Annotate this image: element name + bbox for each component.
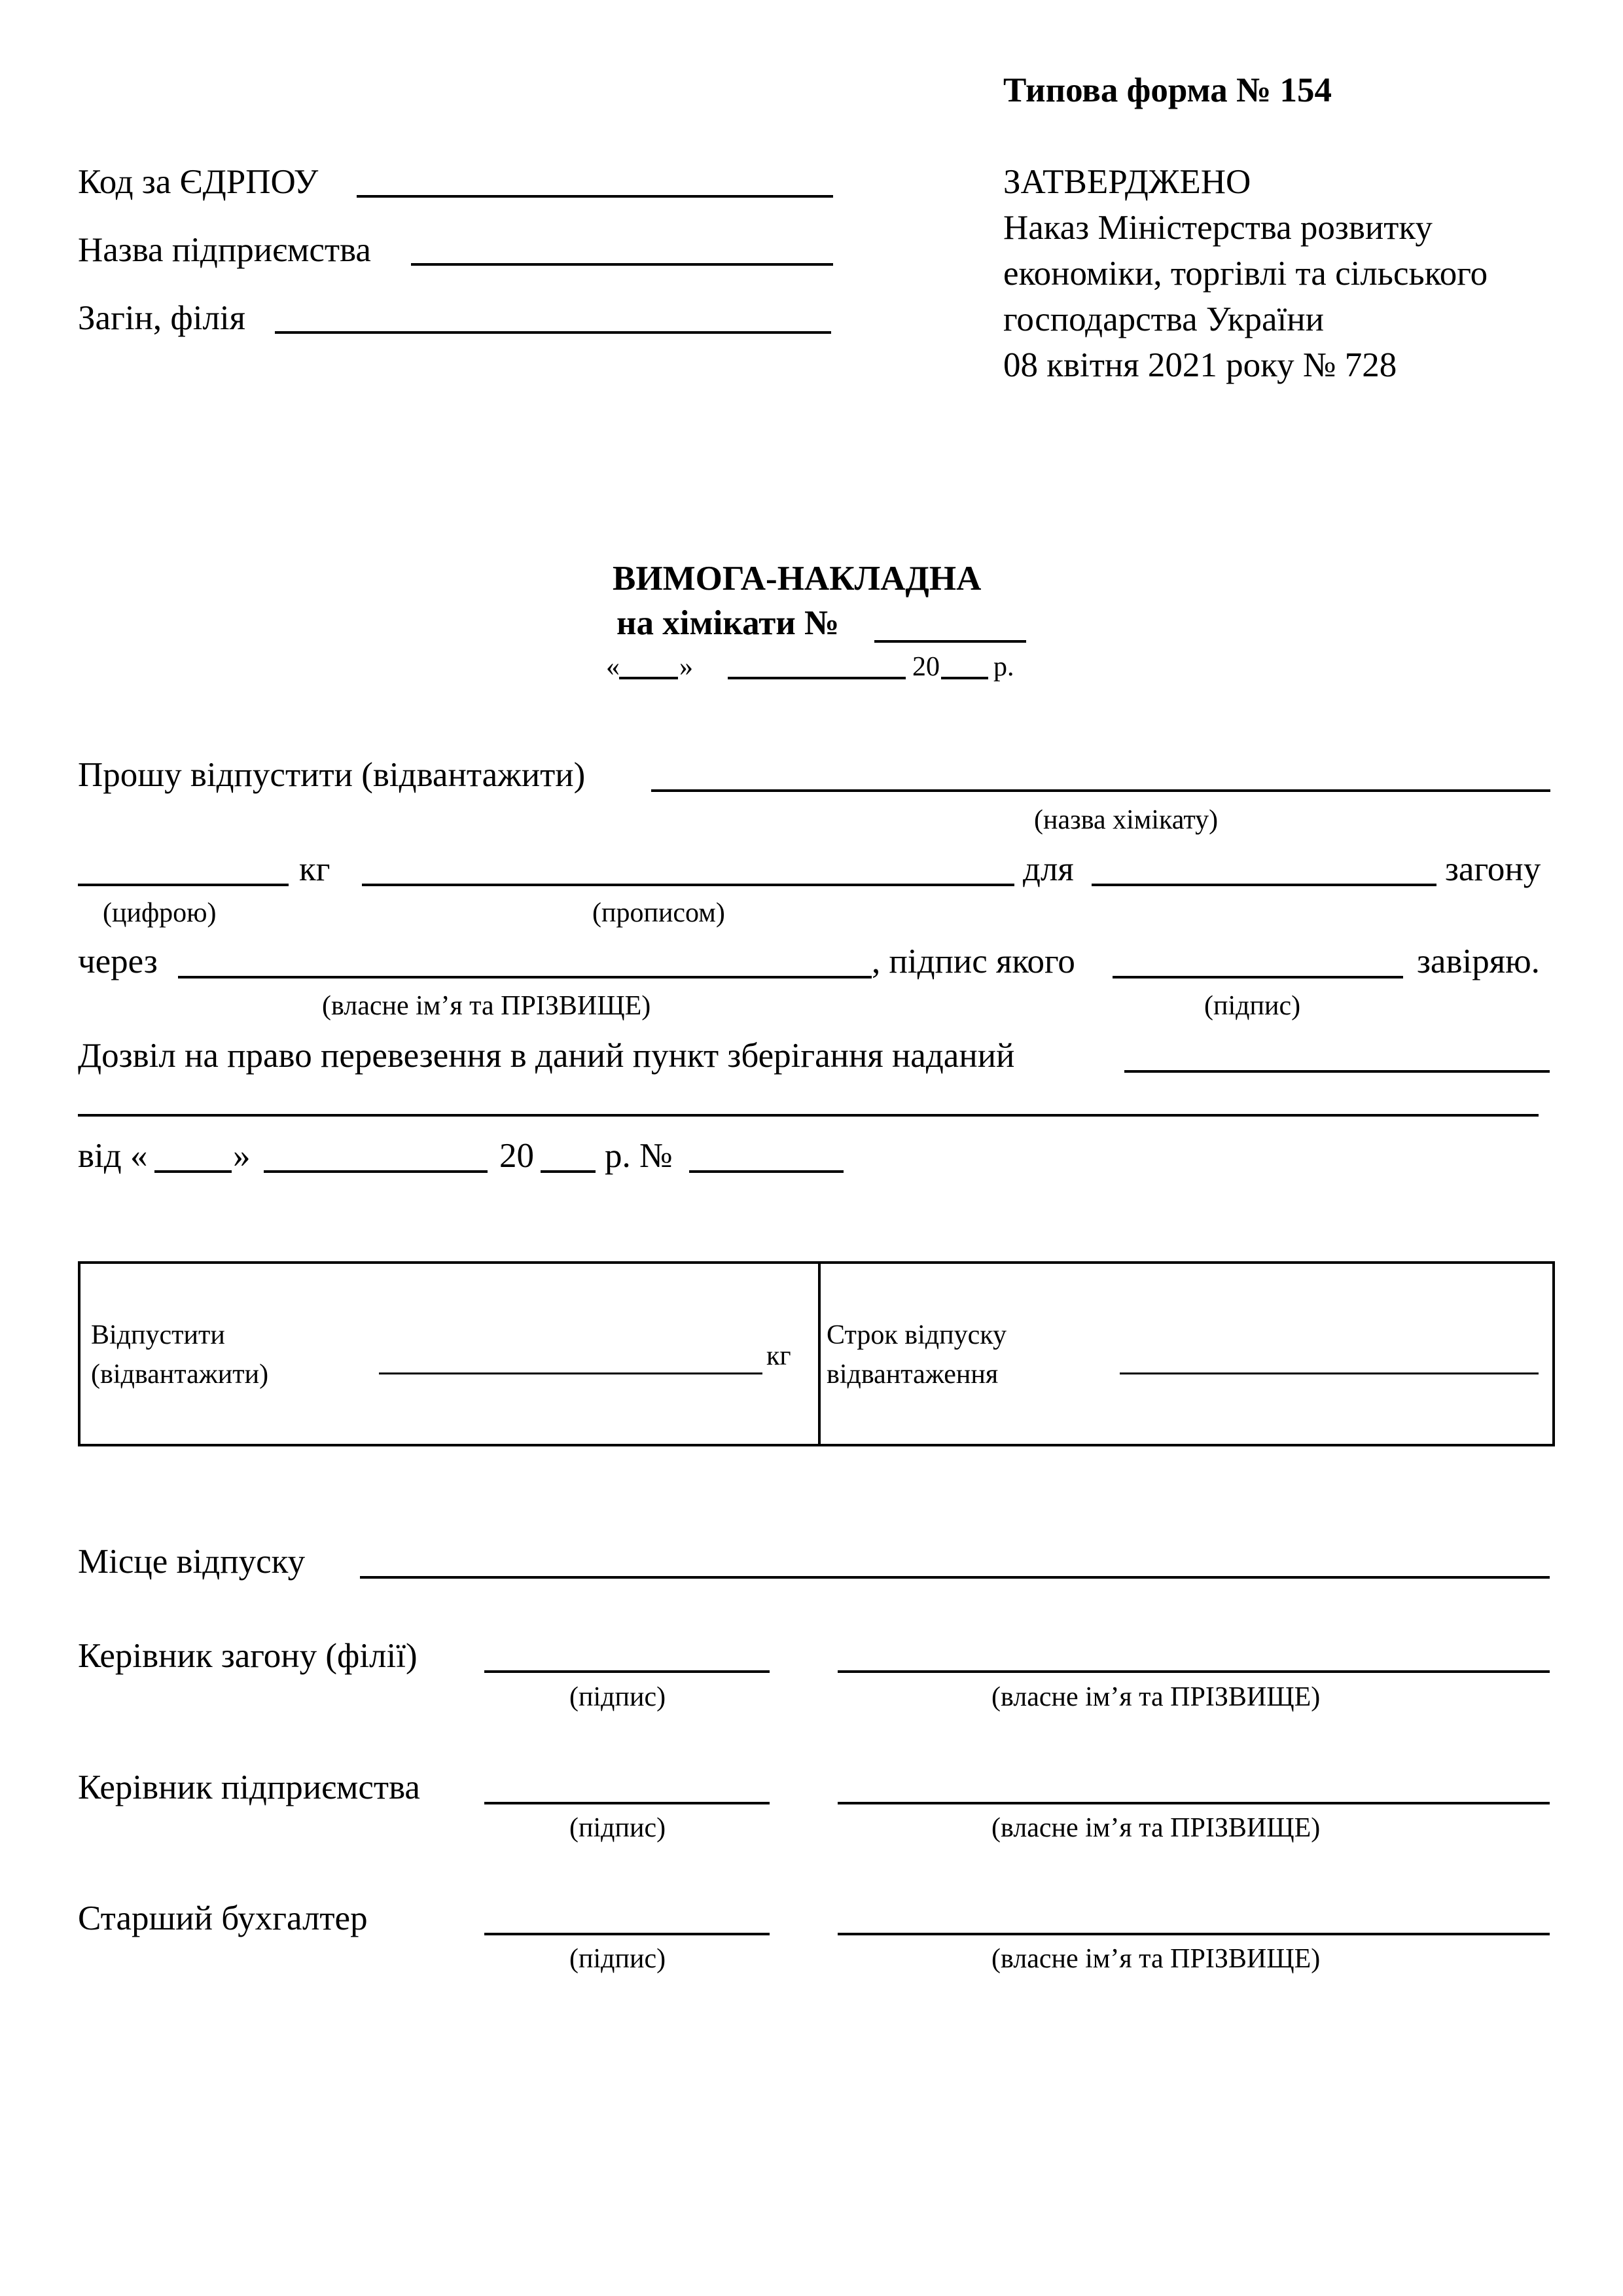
through-label: через <box>78 942 158 980</box>
date-month-field[interactable] <box>728 677 906 679</box>
signatory-role: Керівник підприємства <box>78 1768 420 1806</box>
quantity-digits-field[interactable] <box>78 884 289 886</box>
kg-label: кг <box>299 850 330 888</box>
branch-label: Загін, філія <box>78 299 246 337</box>
chemical-name-hint: (назва хімікату) <box>1034 805 1219 835</box>
date-open-quote: « <box>606 652 620 682</box>
permit-number-label: р. № <box>605 1137 673 1175</box>
signature-field[interactable] <box>484 1670 770 1673</box>
signature-hint: (підпис) <box>569 1944 666 1974</box>
permit-label: Дозвіл на право перевезення в даний пункт зберігання наданий <box>78 1037 1015 1075</box>
date-year-prefix: 20 <box>912 652 940 682</box>
name-hint: (власне ім’я та ПРІЗВИЩЕ) <box>322 991 651 1021</box>
certify-label: завіряю. <box>1417 942 1540 980</box>
term-label-line2: відвантаження <box>827 1359 999 1390</box>
branch-field[interactable] <box>275 331 831 334</box>
detachment-field[interactable] <box>1092 884 1436 886</box>
place-label: Місце відпуску <box>78 1543 306 1581</box>
release-kg-label: кг <box>766 1341 791 1371</box>
permit-field-continued[interactable] <box>78 1114 1539 1117</box>
quantity-words-field[interactable] <box>362 884 1014 886</box>
enterprise-label: Назва підприємства <box>78 231 371 269</box>
signature-field[interactable] <box>484 1802 770 1804</box>
document-title: ВИМОГА-НАКЛАДНА <box>613 560 982 598</box>
name-field[interactable] <box>838 1670 1550 1673</box>
date-close-quote: » <box>679 652 693 682</box>
name-field[interactable] <box>838 1802 1550 1804</box>
signature-of-label: , підпис якого <box>872 942 1075 980</box>
approved-label: ЗАТВЕРДЖЕНО <box>1003 163 1251 201</box>
approval-line: Наказ Міністерства розвитку <box>1003 209 1433 247</box>
signature-hint: (підпис) <box>569 1682 666 1712</box>
name-hint: (власне ім’я та ПРІЗВИЩЕ) <box>991 1682 1321 1712</box>
signature-hint: (підпис) <box>1204 991 1301 1021</box>
release-label-line1: Відпустити <box>91 1320 225 1350</box>
term-label-line1: Строк відпуску <box>827 1320 1007 1350</box>
name-field[interactable] <box>838 1933 1550 1935</box>
date-year-suffix: р. <box>993 652 1014 682</box>
request-label: Прошу відпустити (відвантажити) <box>78 756 586 794</box>
signature-hint: (підпис) <box>569 1813 666 1843</box>
release-label-line2: (відвантажити) <box>91 1359 269 1390</box>
signature-field[interactable] <box>484 1933 770 1935</box>
signatory-role: Старший бухгалтер <box>78 1899 368 1937</box>
document-number-field[interactable] <box>874 640 1026 643</box>
approval-line: господарства України <box>1003 300 1324 338</box>
edrpou-field[interactable] <box>357 195 833 198</box>
enterprise-field[interactable] <box>411 263 833 266</box>
permit-date-label: від « <box>78 1137 148 1175</box>
date-day-field[interactable] <box>619 677 678 679</box>
release-box <box>78 1261 1555 1446</box>
detachment-label: загону <box>1445 850 1541 888</box>
name-hint: (власне ім’я та ПРІЗВИЩЕ) <box>991 1944 1321 1974</box>
permit-month-field[interactable] <box>264 1170 488 1173</box>
date-year-field[interactable] <box>941 677 988 679</box>
permit-year-field[interactable] <box>541 1170 596 1173</box>
permit-day-field[interactable] <box>154 1170 232 1173</box>
signatory-role: Керівник загону (філії) <box>78 1637 418 1675</box>
release-box-divider <box>818 1264 821 1444</box>
permit-date-close: » <box>233 1137 251 1175</box>
release-quantity-field[interactable] <box>379 1372 762 1374</box>
permit-number-field[interactable] <box>689 1170 844 1173</box>
edrpou-label: Код за ЄДРПОУ <box>78 163 319 201</box>
term-field[interactable] <box>1120 1372 1539 1374</box>
approval-line: 08 квітня 2021 року № 728 <box>1003 346 1397 384</box>
approval-line: економіки, торгівлі та сільського <box>1003 255 1488 293</box>
document-subtitle: на хімікати № <box>616 604 840 642</box>
place-field[interactable] <box>360 1576 1550 1579</box>
courier-signature-field[interactable] <box>1113 976 1403 978</box>
form-number: Типова форма № 154 <box>1003 71 1332 109</box>
name-hint: (власне ім’я та ПРІЗВИЩЕ) <box>991 1813 1321 1843</box>
permit-field[interactable] <box>1124 1070 1550 1073</box>
chemical-name-field[interactable] <box>651 789 1550 792</box>
for-label: для <box>1023 850 1074 888</box>
digits-hint: (цифрою) <box>103 898 217 928</box>
permit-year-prefix: 20 <box>499 1137 534 1175</box>
words-hint: (прописом) <box>592 898 725 928</box>
courier-name-field[interactable] <box>178 976 872 978</box>
